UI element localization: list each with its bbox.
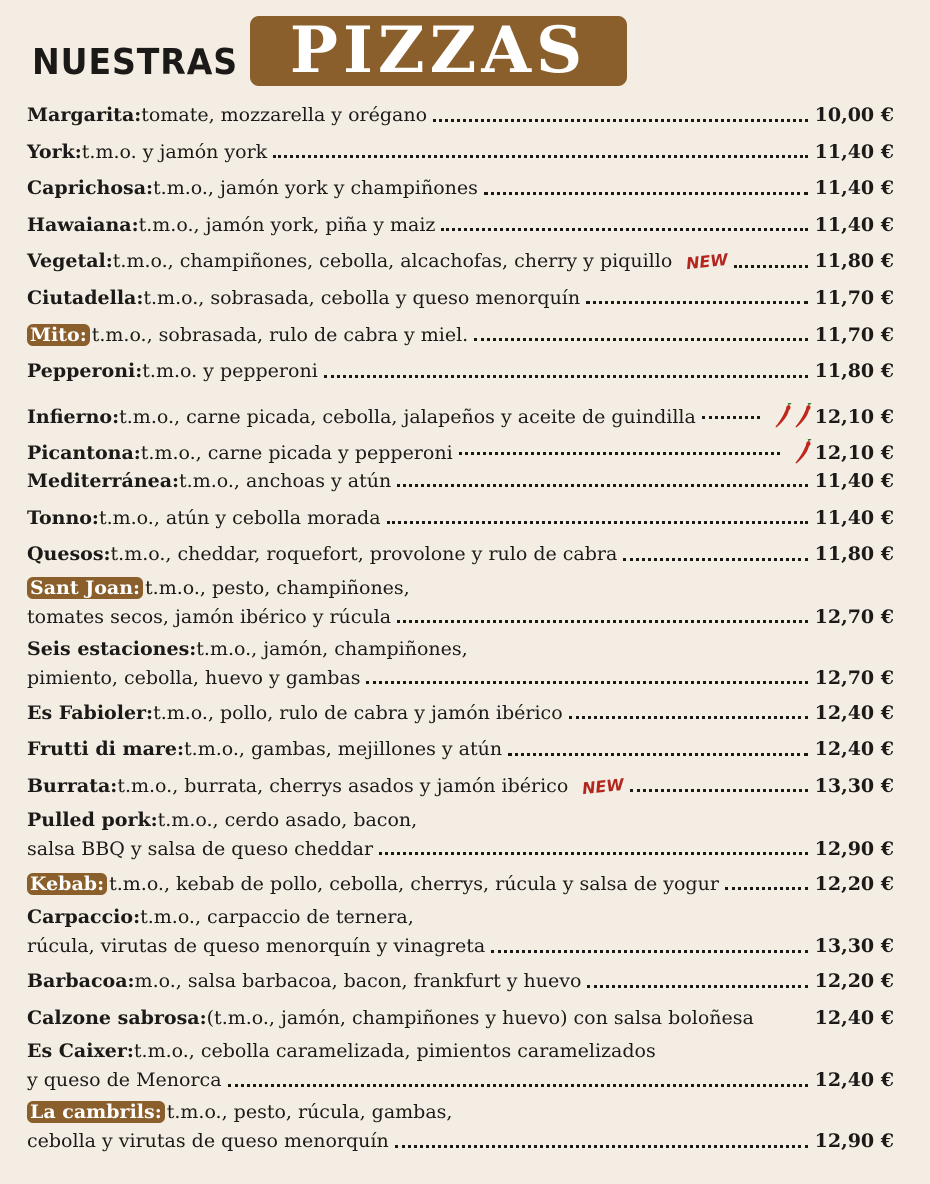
dot-leader — [397, 484, 808, 487]
dot-leader — [623, 558, 808, 561]
item-name-tag: Kebab: — [27, 873, 107, 895]
item-line — [27, 397, 894, 428]
dot-leader — [366, 681, 808, 684]
item-line — [27, 360, 894, 382]
item-line — [27, 775, 894, 797]
menu-item — [0, 427, 930, 464]
item-price: 11,70 € — [814, 286, 894, 309]
item-line — [27, 1040, 894, 1062]
menu-item — [0, 281, 930, 318]
item-description: tomates secos, jamón ibérico y rúcula — [27, 605, 392, 628]
item-description: t.m.o., carne picada y pepperoni — [140, 442, 453, 465]
menu-item — [0, 135, 930, 172]
item-description: t.m.o., cerdo asado, bacon, — [157, 808, 418, 831]
item-price: 12,20 € — [814, 970, 894, 993]
item-price: 11,80 € — [814, 250, 894, 273]
item-price: 13,30 € — [814, 935, 894, 958]
menu-item — [0, 171, 930, 208]
item-description: t.m.o., pesto, champiñones, — [145, 576, 410, 599]
menu-item — [0, 98, 930, 135]
chili-pepper-icon — [794, 403, 814, 429]
dot-leader — [395, 1145, 808, 1148]
item-name: York: — [27, 140, 82, 163]
item-price: 12,10 € — [814, 405, 894, 428]
dot-leader — [586, 301, 808, 304]
menu-item — [0, 354, 930, 391]
item-price: 12,40 € — [814, 1006, 894, 1029]
chili-pepper-icon — [774, 403, 794, 429]
dot-leader — [734, 265, 808, 268]
dot-leader — [433, 119, 808, 122]
dot-leader — [484, 192, 808, 195]
item-name-tag: Mito: — [27, 324, 90, 346]
item-line — [27, 287, 894, 309]
menu-item — [0, 867, 930, 904]
item-description: t.m.o., sobrasada, rulo de cabra y miel. — [91, 323, 469, 346]
item-description: t.m.o., jamón, champiñones, — [196, 637, 468, 660]
item-description: t.m.o., jamón york y champiñones — [153, 177, 478, 200]
item-line — [27, 667, 894, 689]
item-description: t.m.o., carne picada, cebolla, jalapeños y aceite de guindilla — [119, 405, 696, 428]
item-line — [27, 177, 894, 199]
item-line — [27, 507, 894, 529]
dot-leader — [508, 753, 808, 756]
new-badge: NEW — [581, 774, 626, 799]
item-name: Quesos: — [27, 543, 111, 566]
dot-leader — [725, 887, 808, 890]
item-name: Frutti di mare: — [27, 738, 185, 761]
menu-item — [0, 1037, 930, 1098]
item-line — [27, 606, 894, 628]
item-line — [27, 433, 894, 464]
item-price: 11,40 € — [814, 469, 894, 492]
item-price: 13,30 € — [814, 774, 894, 797]
menu-item — [0, 964, 930, 1001]
chili-icons — [794, 433, 814, 459]
item-line — [27, 1007, 894, 1029]
item-line — [27, 250, 894, 272]
menu-item — [0, 903, 930, 964]
dot-leader — [569, 716, 808, 719]
item-name: Burrata: — [27, 774, 118, 797]
item-name-tag: La cambrils: — [27, 1101, 165, 1123]
dot-leader — [474, 338, 808, 341]
item-description: t.m.o., carpaccio de ternera, — [140, 906, 414, 929]
item-price: 12,20 € — [814, 872, 894, 895]
dot-leader — [324, 375, 808, 378]
item-price: 12,90 € — [814, 1130, 894, 1153]
item-line — [27, 543, 894, 565]
item-line — [27, 324, 894, 346]
header-subtitle: NUESTRAS — [32, 42, 239, 83]
dot-leader — [397, 620, 808, 623]
item-description: y queso de Menorca — [27, 1069, 222, 1092]
item-line — [27, 1130, 894, 1152]
item-description: t.m.o., cebolla caramelizada, pimientos caramelizados — [133, 1040, 656, 1063]
item-name: Barbacoa: — [27, 970, 135, 993]
item-price: 11,40 € — [814, 213, 894, 236]
item-price: 11,40 € — [814, 177, 894, 200]
item-description: t.m.o., pesto, rúcula, gambas, — [166, 1101, 453, 1124]
item-name: Hawaiana: — [27, 213, 139, 236]
item-name: Picantona: — [27, 442, 141, 465]
dot-leader — [387, 521, 808, 524]
item-price: 11,70 € — [814, 323, 894, 346]
dot-leader — [702, 416, 760, 419]
item-price: 12,40 € — [814, 701, 894, 724]
item-description: t.m.o., sobrasada, cebolla y queso menorquín — [143, 286, 581, 309]
item-description: cebolla y virutas de queso menorquín — [27, 1130, 389, 1153]
dot-leader — [630, 789, 808, 792]
item-price: 12,40 € — [814, 1069, 894, 1092]
header-title-box — [250, 13, 627, 88]
item-line — [27, 702, 894, 724]
item-description: t.m.o., jamón york, piña y maiz — [138, 213, 436, 236]
menu-item — [0, 1098, 930, 1159]
item-line — [27, 738, 894, 760]
item-description: m.o., salsa barbacoa, bacon, frankfurt y huevo — [134, 970, 582, 993]
item-line — [27, 141, 894, 163]
item-description: t.m.o., champiñones, cebolla, alcachofas, cherry y piquillo — [112, 250, 673, 273]
item-line — [27, 906, 894, 928]
dot-leader — [379, 852, 808, 855]
item-description: t.m.o., pollo, rulo de cabra y jamón ibérico — [153, 701, 563, 724]
item-line — [27, 873, 894, 895]
item-description: pimiento, cebolla, huevo y gambas — [27, 666, 361, 689]
item-name: Calzone sabrosa: — [27, 1006, 207, 1029]
dot-leader — [587, 985, 808, 988]
item-description: rúcula, virutas de queso menorquín y vinagreta — [27, 935, 486, 958]
item-name: Carpaccio: — [27, 906, 141, 929]
item-description: t.m.o. y jamón york — [81, 140, 268, 163]
item-line — [27, 470, 894, 492]
menu-item — [0, 537, 930, 574]
new-badge: NEW — [685, 250, 730, 274]
item-line — [27, 104, 894, 126]
menu-item — [0, 696, 930, 733]
item-price: 11,80 € — [814, 543, 894, 566]
item-line — [27, 935, 894, 957]
item-name: Es Fabioler: — [27, 701, 154, 724]
menu-item — [0, 464, 930, 501]
menu-item — [0, 501, 930, 538]
item-description: t.m.o., kebab de pollo, cebolla, cherrys, rúcula y salsa de yogur — [109, 872, 719, 895]
item-description: t.m.o., atún y cebolla morada — [98, 506, 381, 529]
menu-header — [0, 0, 930, 100]
item-name: Pulled pork: — [27, 808, 158, 831]
item-price: 12,10 € — [814, 442, 894, 465]
item-name: Caprichosa: — [27, 177, 154, 200]
item-description: t.m.o. y pepperoni — [142, 360, 318, 383]
pizza-list — [0, 98, 930, 1159]
item-name: Tonno: — [27, 506, 99, 529]
menu-item — [0, 244, 930, 281]
menu-item — [0, 1001, 930, 1038]
dot-leader — [228, 1084, 808, 1087]
item-name: Es Caixer: — [27, 1040, 134, 1063]
item-line — [27, 638, 894, 660]
chili-icons — [774, 397, 814, 423]
item-price: 12,70 € — [814, 605, 894, 628]
item-line — [27, 1101, 894, 1123]
menu-item — [0, 208, 930, 245]
item-line — [27, 970, 894, 992]
item-name: Ciutadella: — [27, 286, 144, 309]
item-description: t.m.o., anchoas y atún — [179, 469, 392, 492]
item-line — [27, 838, 894, 860]
item-price: 11,40 € — [814, 506, 894, 529]
item-line — [27, 809, 894, 831]
item-price: 11,40 € — [814, 140, 894, 163]
item-description: tomate, mozzarella y orégano — [141, 104, 428, 126]
item-description: t.m.o., burrata, cherrys asados y jamón ibérico — [117, 774, 569, 797]
item-description: (t.m.o., jamón, champiñones y huevo) con salsa boloñesa — [206, 1006, 754, 1029]
item-description: t.m.o., gambas, mejillones y atún — [184, 738, 503, 761]
item-description: salsa BBQ y salsa de queso cheddar — [27, 837, 374, 860]
chili-pepper-icon — [794, 439, 814, 465]
item-line — [27, 577, 894, 599]
dot-leader — [273, 155, 808, 158]
item-description: t.m.o., cheddar, roquefort, provolone y rulo de cabra — [110, 543, 618, 566]
item-name: Margarita: — [27, 104, 142, 126]
item-name: Infierno: — [27, 405, 120, 428]
item-line — [27, 1069, 894, 1091]
item-price: 12,70 € — [814, 666, 894, 689]
item-price: 12,90 € — [814, 837, 894, 860]
menu-item — [0, 574, 930, 635]
menu-item — [0, 635, 930, 696]
menu-item — [0, 806, 930, 867]
dot-leader — [491, 950, 808, 953]
item-price: 11,80 € — [814, 360, 894, 383]
dot-leader — [459, 452, 780, 455]
item-name: Pepperoni: — [27, 360, 143, 383]
dot-leader — [441, 228, 808, 231]
item-name: Mediterránea: — [27, 469, 180, 492]
page-title: PIZZAS — [289, 13, 588, 88]
menu-item — [0, 391, 930, 428]
item-name: Vegetal: — [27, 250, 113, 273]
item-name-tag: Sant Joan: — [27, 577, 143, 599]
menu-item — [0, 318, 930, 355]
item-name: Seis estaciones: — [27, 637, 197, 660]
item-price: 10,00 € — [814, 104, 894, 126]
menu-item — [0, 769, 930, 806]
menu-item — [0, 732, 930, 769]
item-line — [27, 214, 894, 236]
item-price: 12,40 € — [814, 738, 894, 761]
